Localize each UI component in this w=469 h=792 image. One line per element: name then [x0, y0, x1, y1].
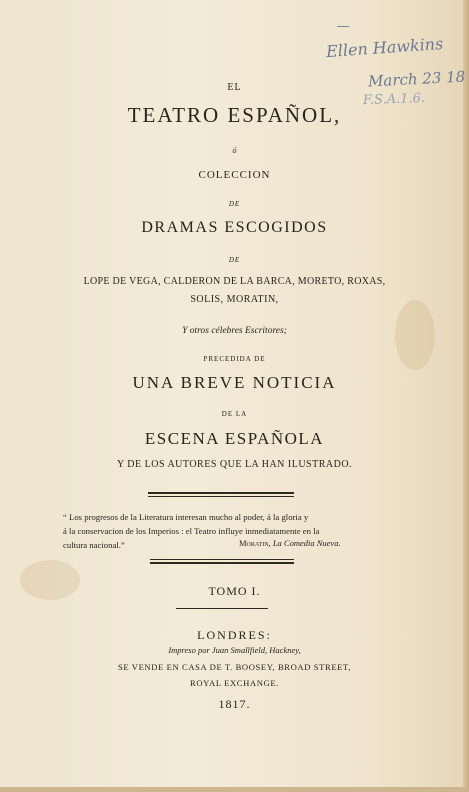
- divider-rule: [150, 559, 294, 560]
- handwritten-date: March 23 18: [367, 67, 466, 91]
- title-conjunction: ó: [232, 146, 237, 155]
- ink-mark: [337, 26, 349, 27]
- authors-illustrated-line: Y DE LOS AUTORES QUE LA HAN ILUSTRADO.: [116, 459, 353, 470]
- imprint-exchange: ROYAL EXCHANGE.: [190, 678, 279, 688]
- imprint-year: 1817.: [218, 697, 251, 711]
- title-article: EL: [227, 82, 242, 93]
- subtitle-de: DE: [228, 200, 241, 208]
- imprint-city: LONDRES:: [197, 628, 272, 642]
- other-writers: Y otros célebres Escritores;: [182, 326, 287, 336]
- escena-espanola-heading: ESCENA ESPAÑOLA: [144, 429, 325, 448]
- volume-number: TOMO I.: [208, 584, 261, 598]
- handwritten-shelf-mark: F.S.A.1.6.: [362, 90, 426, 109]
- divider-rule: [150, 562, 294, 564]
- divider-rule: [176, 608, 268, 609]
- authors-line: SOLIS, MORATIN,: [190, 294, 279, 305]
- divider-rule: [148, 492, 294, 494]
- page-edge-bottom: [0, 787, 469, 792]
- handwritten-owner-name: Ellen Hawkins: [325, 33, 444, 62]
- divider-rule: [148, 496, 294, 497]
- epigraph-line: “ Los progresos de la Literatura interesan mucho al poder, á la gloria y: [63, 512, 309, 522]
- imprint-seller: SE VENDE EN CASA DE T. BOOSEY, BROAD STREET,: [117, 662, 352, 672]
- imprint-printer: Impreso por Juan Smallfield, Hackney,: [168, 645, 301, 655]
- main-title: TEATRO ESPAÑOL,: [127, 103, 342, 127]
- epigraph-work: La Comedia Nueva.: [272, 538, 341, 548]
- de-la: DE LA: [221, 410, 248, 418]
- authors-line: LOPE DE VEGA, CALDERON DE LA BARCA, MORETO, ROXAS,: [83, 276, 386, 287]
- epigraph-line: á la conservacion de los Imperios : el Teatro influye inmediatamente en la: [63, 526, 320, 536]
- subtitle-dramas: DRAMAS ESCOGIDOS: [141, 219, 328, 236]
- preceded-by: PRECEDIDA DE: [203, 355, 266, 363]
- subtitle-coleccion: COLECCION: [198, 169, 271, 181]
- breve-noticia-heading: UNA BREVE NOTICIA: [132, 373, 337, 392]
- subtitle-de: DE: [228, 256, 241, 264]
- epigraph-author: Moratin,: [239, 538, 271, 548]
- epigraph-line: cultura nacional.”: [63, 540, 125, 550]
- epigraph-attribution: [239, 538, 341, 548]
